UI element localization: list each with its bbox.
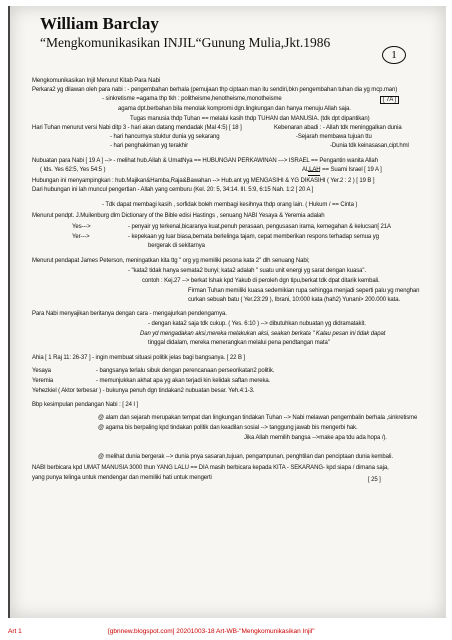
text-line: tinggal didalam, mereka menerangkan melalui pena pendtangan mata" xyxy=(148,340,330,346)
text-line: - kepekaan yg luar biasa,bernata berlelinga tajam, cepat memberikan respons terhadap semua yg xyxy=(128,234,379,240)
text-line: curkan sebuah batu ( Yer.23:29 ), Ibrani, 10:000 kata (hah2) Yunani> 200.000 kata. xyxy=(188,297,401,303)
page-number: 1 xyxy=(382,46,406,64)
footer-source: [gbnnew.blogspot.com] 20201003-18 Art-WB-"Mengkomunikasikan Injil" xyxy=(108,628,315,635)
text-line: Jika Allah memilih bangsa -->make apa tdu ada hopa /). xyxy=(244,435,387,441)
text-line: @ alam dan sejarah merupakan tempat dan lingkungan tindakan Tuhan --> Nabi melawan pengembalin berhala ,sinkretisme xyxy=(98,415,418,421)
text-line: Yes---> xyxy=(72,224,91,230)
text-line: Bbp kesimpulan pendangan Nabi : [ 24 I ] xyxy=(32,402,139,408)
underline-mark xyxy=(308,171,320,176)
text-line: agama dpt.berbahan bila menolak kompromi dgn.lingkungan dan hanya menuju Allah saja. xyxy=(118,106,351,112)
text-line: NABI berbicara kpd UMAT MANUSIA 3000 thun YANG LALU == DIA masih berbicara kepada KITA - SEKARANG- kpd siapa / dimana saja, xyxy=(32,465,389,471)
text-line: Menurut pendapat James Peterson, meningatkan kita ttg " org yg memiliki pesona kata 2" dlh senuang Nabi; xyxy=(32,258,310,264)
text-line: Mengkomunikasikan Injil Menurut Kitab Para Nabi xyxy=(32,78,161,84)
text-line: - hari hancurnya stuktur dunia yg sekarang xyxy=(110,134,220,140)
text-line: ALLAH == Suami Israel [ 19 A ] xyxy=(302,167,382,173)
text-line: Ahia [ 1 Raj 11: 26-37 ] - ingin membuat situasi politik jelas bagi bangsanya. [ 22 B ] xyxy=(32,355,245,361)
text-line: - "kata2 tidak hanya semata2 bunyi; kata2 adalah " suatu unit energi yg sarat dengan kuasa". xyxy=(128,268,367,274)
text-line: Kebenaran abadi : - Allah tdk meninggalkan dunia xyxy=(274,125,402,131)
text-line: [ 7A ] xyxy=(380,96,399,104)
book-title: “Mengkomunikasikan INJIL“Gunung Mulia,Jkt.1986 xyxy=(40,35,331,50)
author-heading: William Barclay xyxy=(40,14,159,33)
scanned-page xyxy=(8,6,446,618)
text-line: - sinkretisme =agama thp tkh : politheisme,henotheisme,monotheisme xyxy=(102,96,282,102)
text-line: Para Nabi menyajikan beritanya dengan cara - mengajurkan pendengarnya. xyxy=(32,311,227,317)
text-line: - memunjukkan akhat apa yg akan terjadi kin kelidak saftan mereka. xyxy=(96,378,271,384)
text-line: Menurut pendpt. J.Muilenburg dlm Dictionary of the Bible edisi Hastings , senuang NABI Yesaya & Yeremia adalah xyxy=(32,213,325,219)
text-line: ( Ids. Yes 62:5, Yes 54:5 ) xyxy=(40,167,106,173)
text-line: Hari Tuhan menurut versi Nabi ditp 3 - hari akan datang mendadak (Mal 4:5) [ 18 ] xyxy=(32,125,242,131)
text-line: - hari penghakiman yg terakhir xyxy=(110,143,189,149)
text-line: - Tdk dapat membagi kasih , sorfidak boleh membagi kesihnya thdp orang lain. ( Hukum / == Cinta ) xyxy=(102,202,358,208)
text-line: Yehezkiel ( Aktor terbesar ) - bukunya penuh dgn tindakan2 nubuatan besar. Yeh.4:1-3. xyxy=(32,388,255,394)
text-line: Yesaya xyxy=(32,368,51,374)
text-line: -Dunia tdk keinasasan,cipt.hml xyxy=(330,143,409,149)
text-line: -Sejarah membawa tujuan ttu xyxy=(296,134,372,140)
text-line: - penyair yg terkenal,bicaranya kuat,penuh perasaan, pengusasan irama, kemegahan & kelucsan[ 21A xyxy=(128,224,391,230)
text-line: yang punya telinga untuk mendengar dan memiliki hati untuk mengerti xyxy=(32,475,212,481)
text-line: Dari hubungan ini lah muncul pengertian - Allah yang cemburu (Kel. 20: 5, 34:14. III. 5:9, 6:15 Nah. 1:2 [ 20 A ] xyxy=(32,187,314,193)
text-line: Nubuatan para Nabi [ 19 A ] --> - melihat hub.Allah & UmatNya == HUBUNGAN PERKAWINAN ---> ISRAEL == Pengantin wanita Allah xyxy=(32,158,378,164)
text-line: bergerak di sekitarnya xyxy=(148,243,205,249)
text-line: Perkara2 yg dilawan oleh para nabi : - pengembahan berhala (pemujaan thp ciptaan man itu sendiri,bkn pengembahan tuhan dia yg mcp.man) xyxy=(32,87,398,93)
text-line: - dengan kata2 saja tdk cukup. ( Yes. 6:10 ) --> dibutuhkan nubuatan yg didramatakit. xyxy=(148,321,366,327)
text-line: Yeremia xyxy=(32,378,54,384)
text-line: @ melihat dunia bergerak --> dunia pnya sasaran,tujuan, pengampunan, penghtilan dan penciptaan dunia kembali. xyxy=(98,454,393,460)
text-line: Hubungan ini menyampingkan : hub.Majikan&Hamba,Raja&Bawahan --> Hub.ant yg MENGASIHI & YG DIKASIHI ( Yer.2 : 2 ) [ 19 B ] xyxy=(32,178,375,184)
text-line: - bangsanya terlalu sibuk dengan perencanaan perseorikatan2 politik. xyxy=(96,368,275,374)
text-line: Dan yd mengadakan aksi,mereka melakukan aksi, seakan berkata " Kalau pesan ini tidak dapat xyxy=(140,331,386,337)
text-line: Firman Tuhan memiliki kuasa sedemikian rupa sehingga menjadi seperti palu yg menghan xyxy=(188,288,420,294)
text-line: contoh : Kej.27 --> berkat Ishak kpd Yakub di peroleh dgn tipu,berkat tdk dpat ditarik kembali. xyxy=(142,278,380,284)
text-line: Tugas manusia thdp Tuhan == melalui kasih thdp TUHAN dan MANUSIA. (tdk dpt dipantikan) xyxy=(130,116,370,122)
footer xyxy=(0,628,452,638)
text-line: @ agama bis berpaling kpd tindakan politik dan keadilan sosial --> tanggung jawab bis mengerbi hak. xyxy=(98,425,358,431)
text-line: [ 25 ] xyxy=(368,477,381,483)
footer-label: Art 1 xyxy=(8,628,22,635)
text-line: Yer---> xyxy=(72,234,90,240)
